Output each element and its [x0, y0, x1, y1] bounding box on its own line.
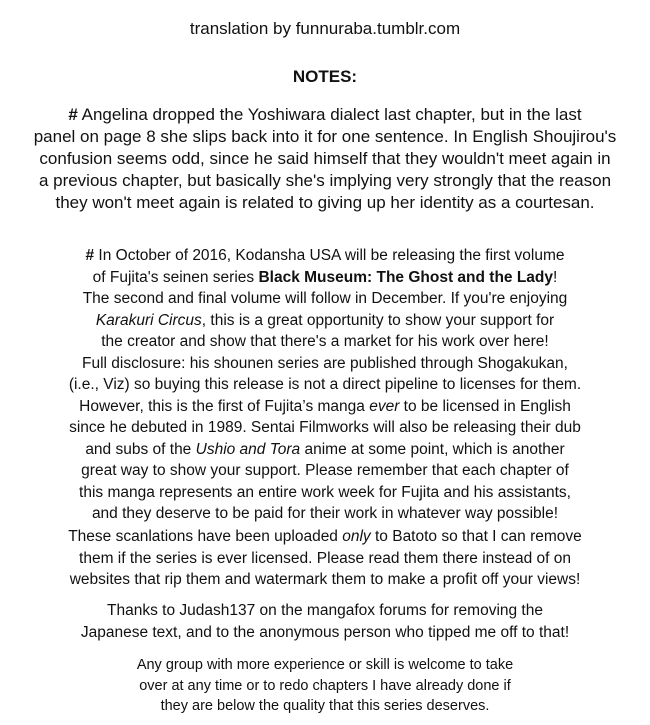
note-text: These scanlations have been uploaded	[68, 528, 343, 545]
note-line: Any group with more experience or skill is welcome to take	[136, 657, 514, 673]
note-line: them if the series is ever licensed. Please read them there instead of on	[79, 549, 571, 567]
book-title: Black Museum: The Ghost and the Lady	[258, 268, 554, 286]
note-line	[0, 310, 650, 332]
note-line: panel on page 8 she slips back into it for one sentence. In English Shoujirou's	[33, 127, 617, 146]
note-line: websites that rip them and watermark them to make a profit off your views!	[69, 571, 581, 588]
note-line: and they deserve to be paid for their work in whatever way possible!	[91, 505, 559, 522]
note-line: (i.e., Viz) so buying this release is not a direct pipeline to licenses for them.	[68, 376, 582, 393]
note-text: In October of 2016, Kodansha USA will be releasing the first volume	[98, 247, 565, 264]
note-line	[0, 104, 650, 126]
note-line	[0, 526, 650, 548]
note-line: they won't meet again is related to giving up her identity as a courtesan.	[55, 193, 595, 212]
note-line: this manga represents an entire work week for Fujita and his assistants,	[79, 483, 571, 501]
note-text: to be licensed in English	[399, 397, 571, 415]
notes-title: NOTES:	[292, 67, 358, 86]
note-line	[0, 396, 650, 418]
note-text: and subs of the	[85, 440, 196, 458]
note-text: to Batoto so that I can remove	[370, 528, 582, 545]
credit-line: translation by funnuraba.tumblr.com	[189, 19, 461, 38]
note-line: over at any time or to redo chapters I have already done if	[139, 677, 511, 694]
note-text: of Fujita's seinen series	[92, 268, 259, 286]
note-line: Thanks to Judash137 on the mangafox forums for removing the	[107, 602, 543, 619]
emphasis: ever	[369, 397, 400, 415]
note-line: they are below the quality that this series deserves.	[160, 698, 490, 714]
note-text: Angelina dropped the Yoshiwara dialect last chapter, but in the last	[81, 105, 582, 124]
note-line: great way to show your support. Please remember that each chapter of	[81, 462, 569, 479]
note-line: since he debuted in 1989. Sentai Filmworks will also be releasing their dub	[69, 419, 581, 436]
notes-heading	[0, 66, 650, 88]
note-marker: #	[85, 247, 95, 264]
note-line: The second and final volume will follow in December. If you're enjoying	[82, 290, 568, 307]
note-text: !	[553, 268, 558, 286]
note-text: anime at some point, which is another	[300, 440, 565, 458]
emphasis: only	[342, 528, 371, 545]
note-line	[0, 267, 650, 289]
note-text: , this is a great opportunity to show your support for	[201, 311, 555, 329]
series-title: Ushio and Tora	[195, 440, 301, 458]
note-text: However, this is the first of Fujita’s manga	[79, 397, 370, 415]
note-line: Japanese text, and to the anonymous person who tipped me off to that!	[80, 623, 570, 641]
note-line: Full disclosure: his shounen series are published through Shogakukan,	[82, 354, 568, 372]
note-line	[0, 245, 650, 267]
note-line: a previous chapter, but basically she's implying very strongly that the reason	[38, 171, 612, 190]
note-line: the creator and show that there's a market for his work over here!	[101, 333, 549, 350]
series-title: Karakuri Circus	[95, 311, 202, 329]
note-line	[0, 439, 650, 461]
note-marker: #	[68, 105, 78, 124]
note-line: confusion seems odd, since he said himself that they wouldn't meet again in	[39, 149, 611, 168]
